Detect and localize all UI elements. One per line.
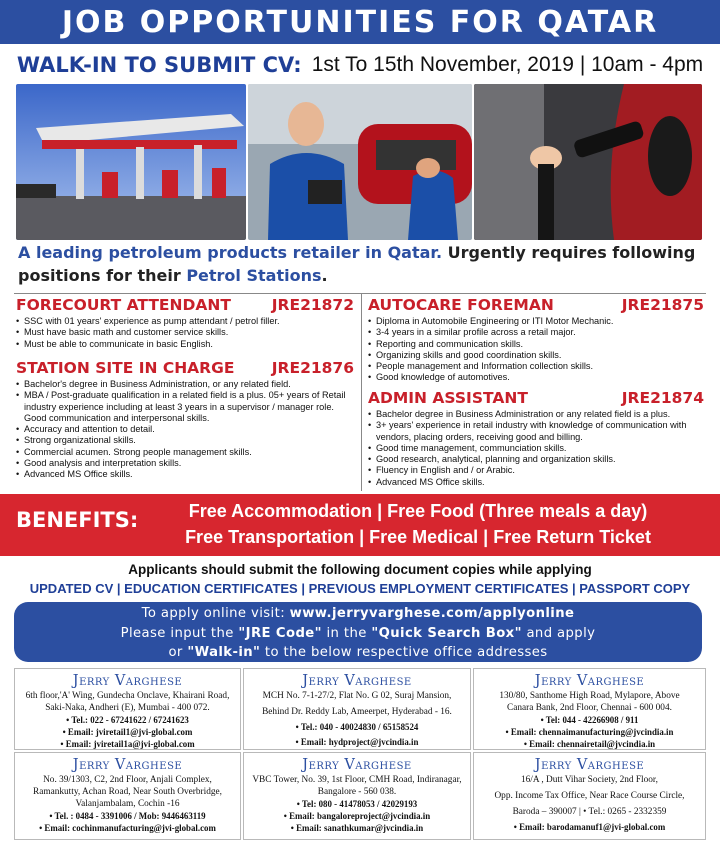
email[interactable]: • Email: jviretail1@jvi-global.com (62, 727, 193, 737)
address-line: Baroda – 390007 | • Tel.: 0265 - 2332359 (512, 807, 667, 817)
office-cochin (14, 752, 241, 840)
intro-company: A leading petroleum products retailer in Qatar. (18, 243, 443, 262)
job-title: ADMIN ASSISTANT (368, 389, 528, 407)
address-line: MCH No. 7-1-27/2, Flat No. G 02, Suraj Mansion, (262, 691, 452, 701)
job-title: AUTOCARE FOREMAN (368, 296, 554, 314)
walkin-label: WALK-IN TO SUBMIT CV: (16, 53, 302, 77)
email[interactable]: • Email: sanathkumar@jvcindia.in (290, 823, 424, 833)
list-item: • Advanced MS Office skills. (368, 477, 704, 488)
address-line: 16/A , Dutt Vihar Society, 2nd Floor, (521, 775, 658, 785)
brand-name: Jerry Varghese (72, 757, 183, 773)
address-line: Opp. Income Tax Office, Near Race Course Circle, (494, 791, 685, 801)
list-item: • 3+ years' experience in retail industry with knowledge of communication with vendors, placing orders, receiving good and billing. (368, 420, 704, 443)
list-item: • Reporting and communication skills. (368, 339, 704, 350)
address-line: Saki-Naka, Andheri (E), Mumbai - 400 072. (45, 703, 210, 713)
brand-name: Jerry Varghese (302, 757, 412, 773)
office-hyderabad (243, 668, 471, 750)
benefits-banner (0, 494, 720, 556)
apply-text: in the (321, 625, 372, 641)
phone: • Tel. : 0484 - 3391006 / Mob: 9446463119 (49, 811, 206, 821)
address-line: Canara Bank, 2nd Floor, Chennai - 600 004. (507, 703, 672, 713)
email[interactable]: • Email: jviretail1a@jvi-global.com (60, 739, 195, 749)
list-item: • Advanced MS Office skills. (16, 469, 354, 480)
job-code: JRE21876 (271, 359, 354, 377)
quick-search-label: "Quick Search Box" (371, 625, 522, 641)
intro-end: . (321, 266, 328, 285)
address-line: VBC Tower, No. 39, 1st Floor, CMH Road, Indiranagar, (252, 775, 462, 785)
job-station-site-in-charge (16, 359, 354, 481)
email[interactable]: • Email: barodamanuf1@jvi-global.com (513, 822, 666, 832)
list-item: • Good analysis and interpretation skills. (16, 458, 354, 469)
jobs-top-divider (14, 293, 706, 294)
walkin-date-time: 1st To 15th November, 2019 | 10am - 4pm (311, 53, 704, 76)
list-item: • Commercial acumen. Strong people management skills. (16, 447, 354, 458)
address-line: Valanjambalam, Cochin -16 (75, 799, 180, 809)
apply-box (14, 602, 702, 662)
apply-text: Please input the (120, 625, 239, 641)
office-bangalore (243, 752, 471, 840)
list-item: • Bachelor degree in Business Administration or any related field is a plus. (368, 409, 704, 420)
job-title: FORECOURT ATTENDANT (16, 296, 231, 314)
email[interactable]: • Email: chennairetail@jvcindia.in (523, 739, 656, 749)
brand-name: Jerry Varghese (302, 673, 412, 689)
address-line: Ramankutty, Achan Road, Near South Overbridge, (33, 787, 222, 797)
apply-text: or (168, 645, 188, 660)
list-item: • Strong organizational skills. (16, 435, 354, 446)
job-forecourt-attendant (16, 296, 354, 350)
list-item: • MBA / Post-graduate qualification in a related field is a plus. 05+ years of Retail industry experience including at least 3 years in a supervisor / manager role. Good communication and interpersonal skills. (16, 390, 354, 424)
job-code: JRE21874 (621, 389, 704, 407)
documents-heading: Applicants should submit the following document copies while applying (128, 562, 592, 577)
jre-code-label: "JRE Code" (238, 625, 322, 641)
benefits-line-1: Free Accommodation | Free Food (Three meals a day) (188, 501, 648, 521)
office-chennai (473, 668, 706, 750)
list-item: • 3-4 years in a similar profile across a retail major. (368, 327, 704, 338)
apply-text: to the below respective office addresses (260, 645, 548, 660)
list-item: • Organizing skills and good coordination skills. (368, 350, 704, 361)
apply-text: To apply online visit: (141, 606, 290, 621)
job-title: STATION SITE IN CHARGE (16, 359, 235, 377)
job-admin-assistant (368, 389, 704, 488)
intro-text (18, 241, 708, 287)
petrol-station-photo (16, 84, 246, 240)
brand-name: Jerry Varghese (534, 673, 645, 689)
address-line: Behind Dr. Reddy Lab, Ameerpet, Hyderabad - 16. (262, 707, 452, 717)
phone: • Tel: 080 - 41478053 / 42029193 (296, 799, 418, 809)
phone: • Tel.: 040 - 40024830 / 65158524 (295, 722, 419, 732)
email[interactable]: • Email: chennaimanufacturing@jvcindia.in (505, 727, 674, 737)
page-title: JOB OPPORTUNITIES FOR QATAR (0, 0, 720, 44)
list-item: • SSC with 01 years' experience as pump attendant / petrol filler. (16, 316, 354, 327)
benefits-label: BENEFITS: (16, 508, 139, 532)
address-line: 6th floor,'A' Wing, Gundecha Onclave, Khairani Road, (25, 691, 230, 701)
list-item: • Fluency in English and / or Arabic. (368, 465, 704, 476)
list-item: • Accuracy and attention to detail. (16, 424, 354, 435)
walkin-label: "Walk-in" (187, 645, 261, 660)
list-item: • Must have basic math and customer service skills. (16, 327, 354, 338)
intro-requirement: Urgently requires following positions for their (18, 243, 696, 285)
email[interactable]: • Email: hydproject@jvcindia.in (295, 737, 419, 747)
jobs-column-divider (361, 293, 362, 491)
mechanics-photo (248, 84, 472, 240)
fuel-nozzle-photo (474, 84, 702, 240)
benefits-line-2: Free Transportation | Free Medical | Free Return Ticket (185, 527, 651, 547)
list-item: • People management and Information collection skills. (368, 361, 704, 372)
apply-link[interactable]: www.jerryvarghese.com/applyonline (289, 606, 575, 621)
job-autocare-foreman (368, 296, 704, 384)
walkin-line (0, 46, 720, 84)
address-line: Bangalore - 560 038. (317, 787, 397, 797)
email[interactable]: • Email: cochinmanufacturing@jvi-global.com (39, 823, 216, 833)
list-item: • Must be able to communicate in basic English. (16, 339, 354, 350)
list-item: • Good knowledge of automotives. (368, 372, 704, 383)
intro-location: Petrol Stations (186, 266, 322, 285)
job-code: JRE21872 (271, 296, 354, 314)
brand-name: Jerry Varghese (72, 673, 183, 689)
office-mumbai (14, 668, 241, 750)
brand-name: Jerry Varghese (534, 757, 645, 773)
list-item: • Bachelor's degree in Business Administration, or any related field. (16, 379, 354, 390)
list-item: • Good time management, communciation skills. (368, 443, 704, 454)
phone: • Tel.: 022 - 67241622 / 67241623 (66, 715, 189, 725)
email[interactable]: • Email: bangaloreproject@jvcindia.in (283, 811, 431, 821)
address-line: 130/80, Santhome High Road, Mylapore, Above (499, 691, 680, 701)
apply-text: and apply (521, 625, 596, 641)
list-item: • Diploma in Automobile Engineering or ITI Motor Mechanic. (368, 316, 704, 327)
list-item: • Good research, analytical, planning and organization skills. (368, 454, 704, 465)
documents-list: UPDATED CV | EDUCATION CERTIFICATES | PREVIOUS EMPLOYMENT CERTIFICATES | PASSPORT COPY (29, 581, 691, 596)
phone: • Tel: 044 - 42266908 / 911 (540, 715, 639, 725)
address-line: No. 39/1303, C2, 2nd Floor, Anjali Complex, (43, 775, 212, 785)
office-baroda (473, 752, 706, 840)
job-code: JRE21875 (621, 296, 704, 314)
